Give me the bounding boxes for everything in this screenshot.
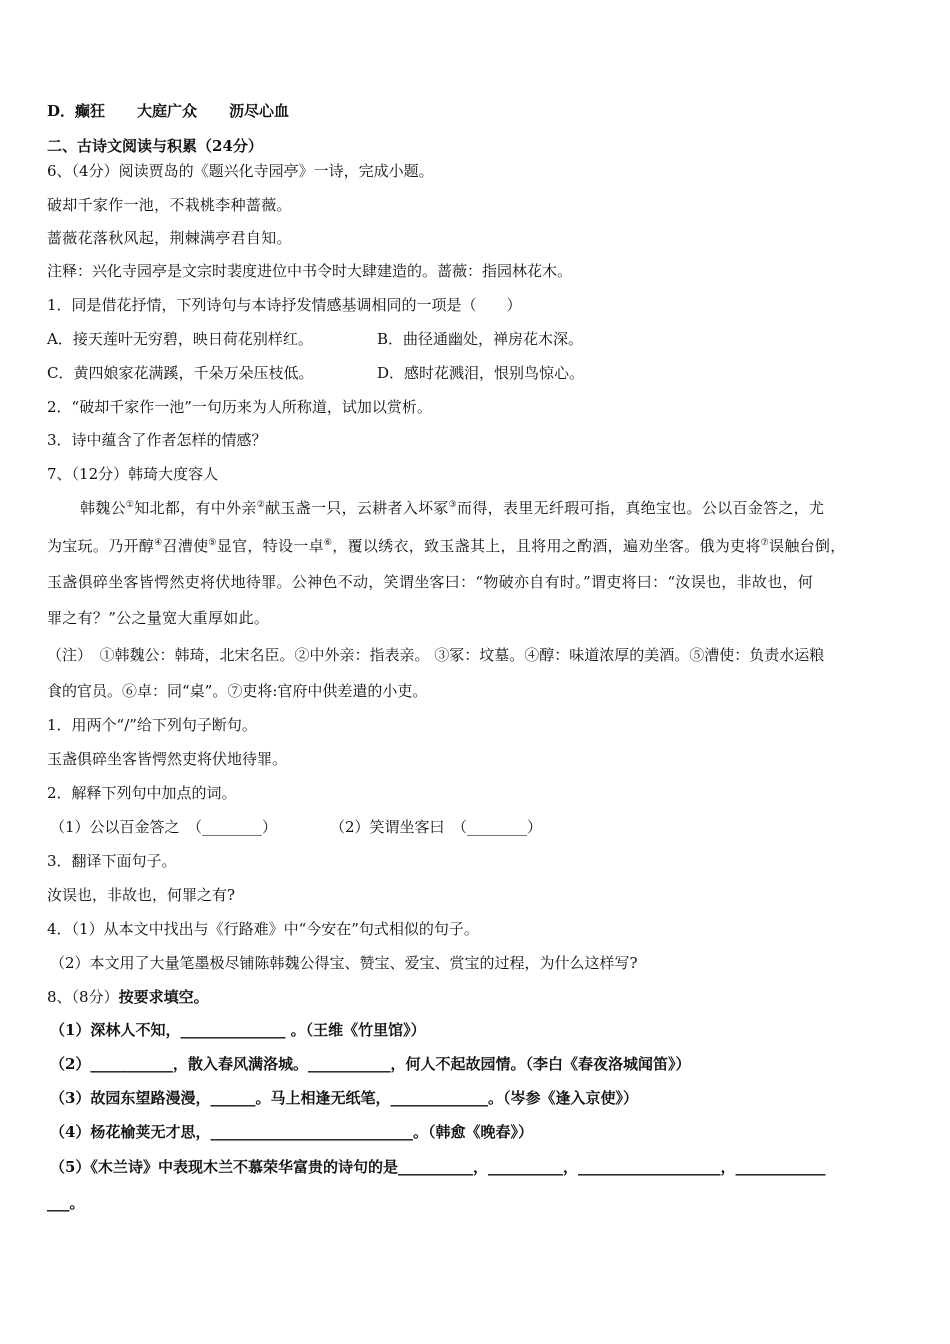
q7-sub-4-part-1: 4．（1）从本文中找出与《行路难》中“今安在”句式相似的句子。	[47, 920, 479, 938]
q6-option-a: A．接天莲叶无穷碧，映日荷花别样红。	[47, 330, 313, 348]
note-mark: ⑥	[323, 538, 333, 548]
q6-option-d: D．感时花溅泪，恨别鸟惊心。	[377, 364, 585, 382]
q6-option-b: B．曲径通幽处，禅房花木深。	[377, 330, 584, 348]
q7-notes-line-1: （注） ①韩魏公：韩琦，北宋名臣。②中外亲：指表亲。 ③冢：坟墓。④醇：味道浓厚的美酒。⑤漕使：负责水运粮	[47, 646, 825, 664]
q8-item-1: （1）深林人不知，______________ 。（王维《竹里馆》）	[50, 1021, 426, 1039]
option-d-line	[47, 101, 289, 121]
q7-text: 而得，表里无纤瑕可指，真绝宝也。公以百金答之，尤	[457, 499, 825, 517]
q7-text: 显官，特设一卓	[216, 537, 324, 555]
q7-text: 为宝玩。乃开醇	[47, 537, 155, 555]
q6-intro: 6、（4分）阅读贾岛的《题兴化寺园亭》一诗，完成小题。	[47, 162, 434, 180]
q7-passage-line-4: 罪之有？”公之量宽大重厚如此。	[47, 609, 270, 627]
note-mark: ②	[256, 500, 266, 510]
q7-notes-line-2: 食的官员。⑥卓：同“桌”。⑦吏将:官府中供差遣的小吏。	[47, 682, 428, 700]
note-mark: ⑦	[760, 538, 770, 548]
note-mark: ④	[154, 538, 163, 548]
q8-item-3: （3）故园东望路漫漫，______。马上相逢无纸笔，_____________。（岑参《逢入京使》）	[50, 1089, 638, 1107]
q7-sub-2: 2．解释下列句中加点的词。	[47, 784, 237, 802]
q7-text: 知北都，有中外亲	[134, 499, 257, 517]
q7-text: 献玉盏一只，云耕者入坏冢	[265, 499, 449, 517]
q8-item-5: （5）《木兰诗》中表现木兰不慕荣华富贵的诗句的是__________，__________，___________________，____________	[50, 1158, 826, 1176]
q7-sub-2-part-b: （2）笑谓坐客曰 （________）	[330, 818, 543, 836]
q6-option-c: C．黄四娘家花满蹊，千朵万朵压枝低。	[47, 364, 314, 382]
q7-intro: 7、（12分）韩琦大度容人	[47, 465, 219, 483]
q6-sub-2: 2．“破却千家作一池”一句历来为人所称道，试加以赏析。	[47, 398, 432, 416]
q7-sub-4-part-2: （2）本文用了大量笔墨极尽铺陈韩魏公得宝、赞宝、爱宝、赏宝的过程，为什么这样写?	[50, 954, 638, 972]
q6-note: 注释：兴化寺园亭是文宗时裴度进位中书令时大肆建造的。蔷薇：指园林花木。	[47, 262, 573, 280]
q6-sub-1: 1．同是借花抒情，下列诗句与本诗抒发情感基调相同的一项是（ ）	[47, 296, 522, 314]
q6-poem-line-1: 破却千家作一池，不栽桃李种蔷薇。	[47, 196, 292, 214]
q7-text: 韩魏公	[80, 499, 126, 517]
q7-sub-3-text: 汝误也，非故也，何罪之有?	[47, 886, 236, 904]
q8-item-5-end: ___。	[47, 1194, 85, 1212]
q7-text: 误触台倒，	[769, 537, 846, 555]
note-mark: ①	[125, 500, 135, 510]
q8-intro	[47, 987, 209, 1007]
option-d-word-3: 沥尽心血	[229, 102, 290, 120]
option-d-letter: D．	[47, 102, 76, 120]
q7-sub-1: 1．用两个“/”给下列句子断句。	[47, 716, 257, 734]
option-d-word-1: 癫狂	[75, 102, 106, 120]
section-2-heading: 二、古诗文阅读与积累（24分）	[47, 137, 263, 155]
q7-passage-line-1	[80, 498, 824, 518]
q8-intro-instruction: 按要求填空。	[118, 988, 209, 1006]
q7-text: 召漕使	[162, 537, 209, 555]
q7-sub-2-part-a: （1）公以百金答之 （________）	[50, 818, 278, 836]
q7-sub-1-text: 玉盏俱碎坐客皆愕然吏将伏地待罪。	[47, 750, 288, 768]
q8-item-4: （4）杨花榆荚无才思，___________________________。（韩愈《晚春》）	[50, 1123, 533, 1141]
option-d-word-2: 大庭广众	[137, 102, 198, 120]
q8-intro-number: 8、（8分）	[47, 988, 119, 1006]
q7-text: ，覆以绣衣，致玉盏其上，且将用之酌酒，遍劝坐客。俄为吏将	[332, 537, 761, 555]
q8-item-2: （2）___________，散入春风满洛城。___________，何人不起故园情。（李白《春夜洛城闻笛》）	[50, 1055, 691, 1073]
q6-sub-3: 3．诗中蕴含了作者怎样的情感？	[47, 431, 267, 449]
q7-passage-line-2	[47, 536, 846, 556]
q7-passage-line-3: 玉盏俱碎坐客皆愕然吏将伏地待罪。公神色不动，笑谓坐客曰：“物破亦自有时。”谓吏将曰：“汝误也，非故也，何	[47, 573, 814, 591]
q6-poem-line-2: 蔷薇花落秋风起，荆棘满亭君自知。	[47, 229, 292, 247]
note-mark: ③	[448, 500, 458, 510]
note-mark: ⑤	[208, 538, 217, 548]
q7-sub-3: 3．翻译下面句子。	[47, 852, 177, 870]
